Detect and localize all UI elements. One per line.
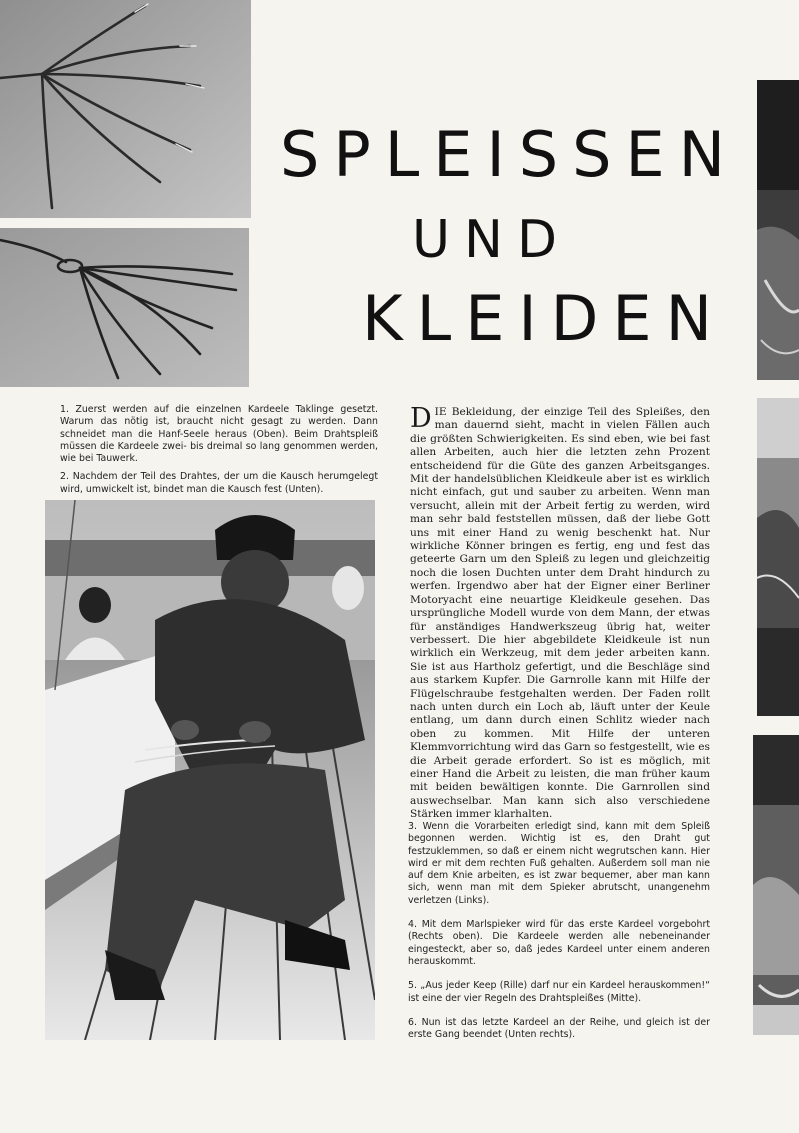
caption-3: 3. Wenn die Vorarbeiten erledigt sind, kann mit dem Spleiß begonnen werden. Wichtig ist es, den Draht gut festzuklemmen, so daß er einem nicht wegrutschen kann. Hier wird er mit dem rechten Fuß gehalten. Außerdem soll man nie auf dem Knie arbeiten, es ist zwar bequemer, aber man kann sich, wenn man mit dem Spieker abrutscht, unangenehm verletzen (Links).	[408, 821, 710, 906]
photo-wire-thimble	[0, 228, 249, 387]
photo-side-strip-middle	[757, 398, 799, 716]
title-spleissen: SPLEISSEN	[280, 118, 740, 191]
photo-wire-strands-top	[0, 0, 251, 218]
captions-top	[60, 404, 378, 502]
photo-side-strip-bottom	[753, 735, 799, 1035]
photo-side-strip-top	[757, 80, 799, 380]
article-body	[410, 403, 710, 822]
drop-cap: D	[410, 403, 432, 434]
caption-6: 6. Nun ist das letzte Kardeel an der Reihe, und gleich ist der erste Gang beendet (Unten rechts).	[408, 1016, 710, 1041]
title-kleiden: KLEIDEN	[362, 282, 726, 355]
photo-sailor-splicing	[45, 500, 375, 1040]
caption-2: 2. Nachdem der Teil des Drahtes, der um die Kausch herumgelegt wird, umwickelt ist, bindet man die Kausch fest (Unten).	[60, 471, 378, 495]
captions-bottom	[408, 821, 710, 1053]
title-und: UND	[412, 210, 571, 270]
caption-5: 5. „Aus jeder Keep (Rille) darf nur ein Kardeel herauskommen!“ ist eine der vier Regeln des Drahtspleißes (Mitte).	[408, 980, 710, 1004]
caption-1: 1. Zuerst werden auf die einzelnen Kardeele Taklinge gesetzt. Warum das nötig ist, braucht nicht gesagt zu werden. Dann schneidet man die Hanf-Seele heraus (Oben). Beim Drahtspleiß müssen die Kardeele zwei- bis dreimal so lang genommen werden, wie bei Tauwerk.	[60, 404, 378, 465]
article-text: IE Bekleidung, der einzige Teil des Spleißes, den man dauernd sieht, macht in vielen Fällen auch die größten Schwierigkeiten. Es sind eben, wie bei fast allen Arbeiten, auch hier die letzten zehn Prozent entscheidend für die Güte des ganzen Arbeitsganges. Mit der handelsüblichen Kleidkeule aber ist es wirklich nicht einfach, gut und sauber zu arbeiten. Wenn man versucht, allein mit der Arbeit fertig zu werden, wird man sehr bald feststellen müssen, daß der liebe Gott uns mit einer Hand zu wenig beschenkt hat. Nur wirkliche Könner bringen es fertig, eng und fest das geteerte Garn um den Spleiß zu legen und gleichzeitig noch die losen Duchten unter dem Draht hindurch zu werfen. Irgendwo aber hat der Eigner einer Berliner Motoryacht eine neuartige Kleidkeule gesehen. Das ursprüngliche Modell wurde von dem Mann, der etwas für anständiges Handwerkszeug übrig hat, weiter verbessert. Die hier abgebildete Kleidkeule ist nun wirklich ein Werkzeug, mit dem jeder arbeiten kann. Sie ist aus Hartholz gefertigt, und die Beschläge sind aus starkem Kupfer. Die Garnrolle kann mit Hilfe der Flügelschraube festgehalten werden. Der Faden rollt nach unten durch ein Loch ab, läuft unter der Keule entlang, um dann durch einen Schlitz wieder nach oben zu kommen. Mit Hilfe der unteren Klemmvorrichtung wird das Garn so festgestellt, wie es die Arbeit gerade erfordert. So ist es möglich, mit einer Hand die Arbeit zu leisten, die man früher kaum mit beiden bewältigen konnte. Die Garnrollen sind auswechselbar. Man kann sich also verschiedene Stärken immer klarhalten.	[410, 406, 710, 821]
caption-4: 4. Mit dem Marlspieker wird für das erste Kardeel vorgebohrt (Rechts oben). Die Kardeele werden alle nebeneinander eingesteckt, aber so, daß jedes Kardeel unter einem anderen herauskommt.	[408, 919, 710, 967]
